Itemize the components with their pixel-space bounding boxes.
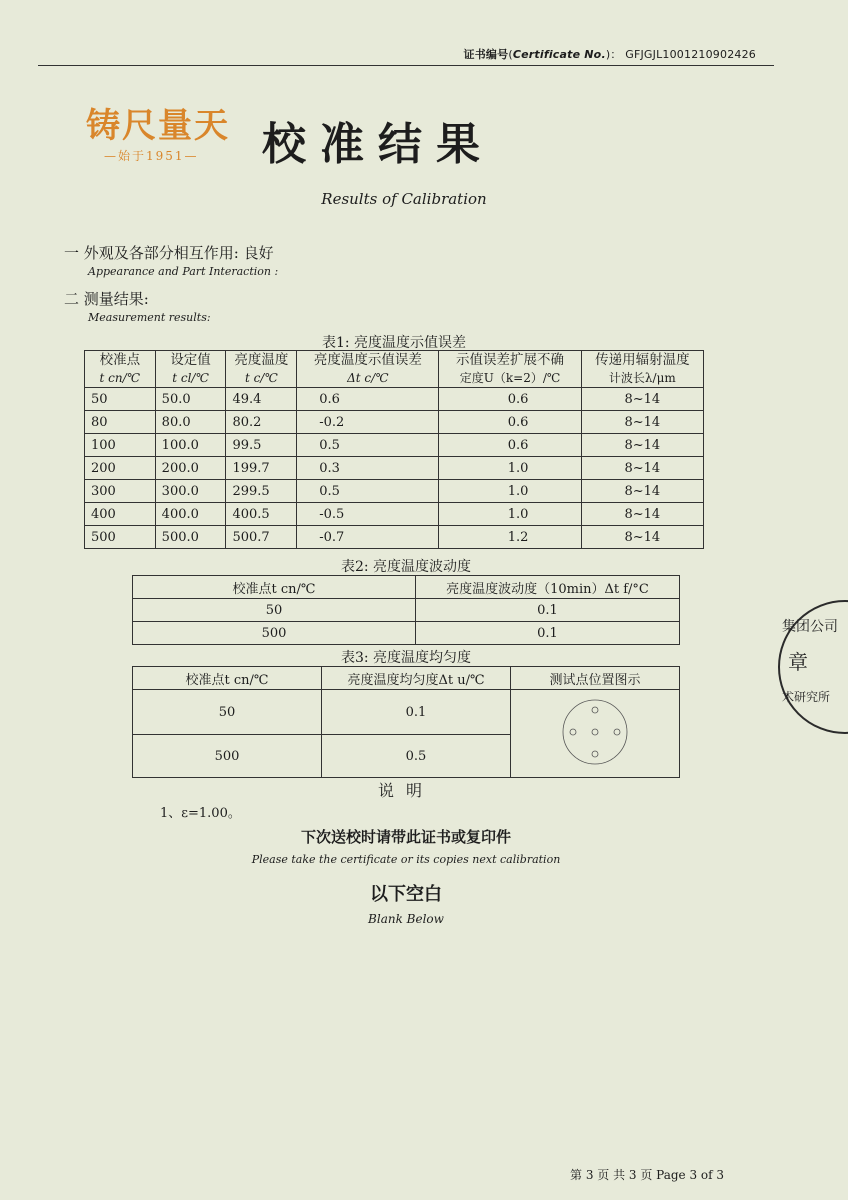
table1-cell: 500.0 bbox=[155, 526, 226, 549]
table1-cell: 49.4 bbox=[226, 388, 297, 411]
table1-header-cell: 设定值 t cl/℃ bbox=[155, 351, 226, 388]
table2-cell: 0.1 bbox=[416, 622, 680, 645]
test-point-diagram bbox=[555, 692, 635, 772]
measurement-heading-en: Measurement results: bbox=[88, 311, 211, 324]
appearance-heading-en: Appearance and Part Interaction : bbox=[88, 265, 279, 278]
table1-cell: 8~14 bbox=[581, 503, 703, 526]
table1-cell: 500.7 bbox=[226, 526, 297, 549]
table1-cell: 100 bbox=[85, 434, 156, 457]
table2-cell: 0.1 bbox=[416, 599, 680, 622]
page-footer: 第 3 页 共 3 页 Page 3 of 3 bbox=[570, 1168, 725, 1182]
next-calibration-en: Please take the certificate or its copies next calibration bbox=[251, 853, 561, 866]
appearance-heading: 一 外观及各部分相互作用: 良好 bbox=[64, 244, 274, 262]
table1-cell: 1.2 bbox=[439, 526, 581, 549]
table1-caption: 表1: 亮度温度示值误差 bbox=[321, 335, 467, 351]
table3-header-cell: 校准点t cn/℃ bbox=[133, 667, 322, 690]
table2-header-cell: 亮度温度波动度（10min）Δt f/°C bbox=[416, 576, 680, 599]
seal-text-center: 章 bbox=[788, 650, 808, 674]
table1-cell: 0.5 bbox=[297, 434, 439, 457]
table1 bbox=[84, 350, 704, 549]
table3-cell: 0.1 bbox=[322, 690, 511, 735]
table1-cell: 300.0 bbox=[155, 480, 226, 503]
table1-cell: 50 bbox=[85, 388, 156, 411]
table1-cell: 80.0 bbox=[155, 411, 226, 434]
table-row bbox=[85, 457, 704, 480]
table3-cell: 0.5 bbox=[322, 735, 511, 778]
table2 bbox=[132, 575, 680, 645]
table1-cell: 500 bbox=[85, 526, 156, 549]
table1-cell: 8~14 bbox=[581, 480, 703, 503]
table1-cell: 80.2 bbox=[226, 411, 297, 434]
blank-below-cn: 以下空白 bbox=[370, 884, 442, 905]
page-title-cn: 校准结果 bbox=[262, 119, 494, 170]
logo bbox=[86, 98, 256, 164]
table2-header-row bbox=[133, 576, 680, 599]
next-calibration-cn: 下次送校时请带此证书或复印件 bbox=[300, 828, 511, 846]
certificate-number: 证书编号(Certificate No.)： GFJGJL1001210902426 bbox=[463, 48, 756, 61]
table-row bbox=[85, 434, 704, 457]
table3-caption: 表3: 亮度温度均匀度 bbox=[340, 650, 472, 666]
table1-header-row bbox=[85, 351, 704, 388]
table3-cell: 50 bbox=[133, 690, 322, 735]
table2-cell: 500 bbox=[133, 622, 416, 645]
table1-cell: 200.0 bbox=[155, 457, 226, 480]
table2-caption: 表2: 亮度温度波动度 bbox=[340, 559, 472, 575]
table1-cell: 300 bbox=[85, 480, 156, 503]
table1-cell: 0.5 bbox=[297, 480, 439, 503]
table1-cell: 0.6 bbox=[297, 388, 439, 411]
table1-cell: 400.5 bbox=[226, 503, 297, 526]
notes-title: 说明 bbox=[377, 781, 434, 800]
logo-since: —始于1951— bbox=[104, 149, 199, 163]
table1-cell: 99.5 bbox=[226, 434, 297, 457]
table1-cell: 0.6 bbox=[439, 388, 581, 411]
table1-header-cell: 示值误差扩展不确 定度U（k=2）/℃ bbox=[439, 351, 581, 388]
table1-cell: 8~14 bbox=[581, 457, 703, 480]
page-title-en: Results of Calibration bbox=[321, 190, 487, 208]
seal-text-top: 集团公司 bbox=[782, 619, 838, 635]
table1-cell: 400 bbox=[85, 503, 156, 526]
official-seal bbox=[778, 600, 848, 734]
table1-cell: 8~14 bbox=[581, 434, 703, 457]
table1-cell: 0.6 bbox=[439, 411, 581, 434]
table1-cell: 299.5 bbox=[226, 480, 297, 503]
measurement-heading: 二 测量结果: bbox=[64, 290, 149, 308]
table1-header-cell: 亮度温度 t c/℃ bbox=[226, 351, 297, 388]
table1-cell: 80 bbox=[85, 411, 156, 434]
cert-label-en: Certificate No. bbox=[512, 48, 606, 61]
table1-cell: 100.0 bbox=[155, 434, 226, 457]
table-row bbox=[133, 599, 680, 622]
table1-header-cell: 校准点 t cn/℃ bbox=[85, 351, 156, 388]
test-point-diagram-cell bbox=[511, 690, 680, 778]
table1-cell: 8~14 bbox=[581, 388, 703, 411]
table1-cell: -0.2 bbox=[297, 411, 439, 434]
table1-header-cell: 传递用辐射温度 计波长λ/μm bbox=[581, 351, 703, 388]
table3-header-cell: 亮度温度均匀度Δt u/℃ bbox=[322, 667, 511, 690]
table1-cell: 199.7 bbox=[226, 457, 297, 480]
table1-header-cell: 亮度温度示值误差 Δt c/℃ bbox=[297, 351, 439, 388]
table1-cell: 8~14 bbox=[581, 526, 703, 549]
notes-item: 1、ε=1.00。 bbox=[160, 806, 241, 821]
table-row bbox=[85, 526, 704, 549]
logo-calligraphy: 铸尺量天 bbox=[86, 106, 230, 146]
table3-header-row bbox=[133, 667, 680, 690]
table-row bbox=[85, 480, 704, 503]
table-row bbox=[133, 690, 680, 735]
seal-text-bottom: 术研究所 bbox=[782, 690, 831, 704]
table3-cell: 500 bbox=[133, 735, 322, 778]
blank-below-en: Blank Below bbox=[368, 912, 444, 926]
table1-cell: 0.6 bbox=[439, 434, 581, 457]
table1-cell: 200 bbox=[85, 457, 156, 480]
table2-cell: 50 bbox=[133, 599, 416, 622]
cert-label-cn: 证书编号 bbox=[463, 48, 509, 61]
cert-number-value: GFJGJL1001210902426 bbox=[625, 48, 756, 61]
table1-cell: -0.7 bbox=[297, 526, 439, 549]
table1-cell: 400.0 bbox=[155, 503, 226, 526]
table3 bbox=[132, 666, 680, 778]
table1-cell: 1.0 bbox=[439, 503, 581, 526]
table1-cell: 8~14 bbox=[581, 411, 703, 434]
table-row bbox=[85, 388, 704, 411]
table1-cell: 1.0 bbox=[439, 480, 581, 503]
header-rule bbox=[38, 65, 774, 66]
table-row bbox=[85, 503, 704, 526]
table1-cell: -0.5 bbox=[297, 503, 439, 526]
table1-cell: 1.0 bbox=[439, 457, 581, 480]
table2-header-cell: 校准点t cn/℃ bbox=[133, 576, 416, 599]
table-row bbox=[85, 411, 704, 434]
table1-cell: 0.3 bbox=[297, 457, 439, 480]
table3-header-cell: 测试点位置图示 bbox=[511, 667, 680, 690]
table1-cell: 50.0 bbox=[155, 388, 226, 411]
table-row bbox=[133, 622, 680, 645]
